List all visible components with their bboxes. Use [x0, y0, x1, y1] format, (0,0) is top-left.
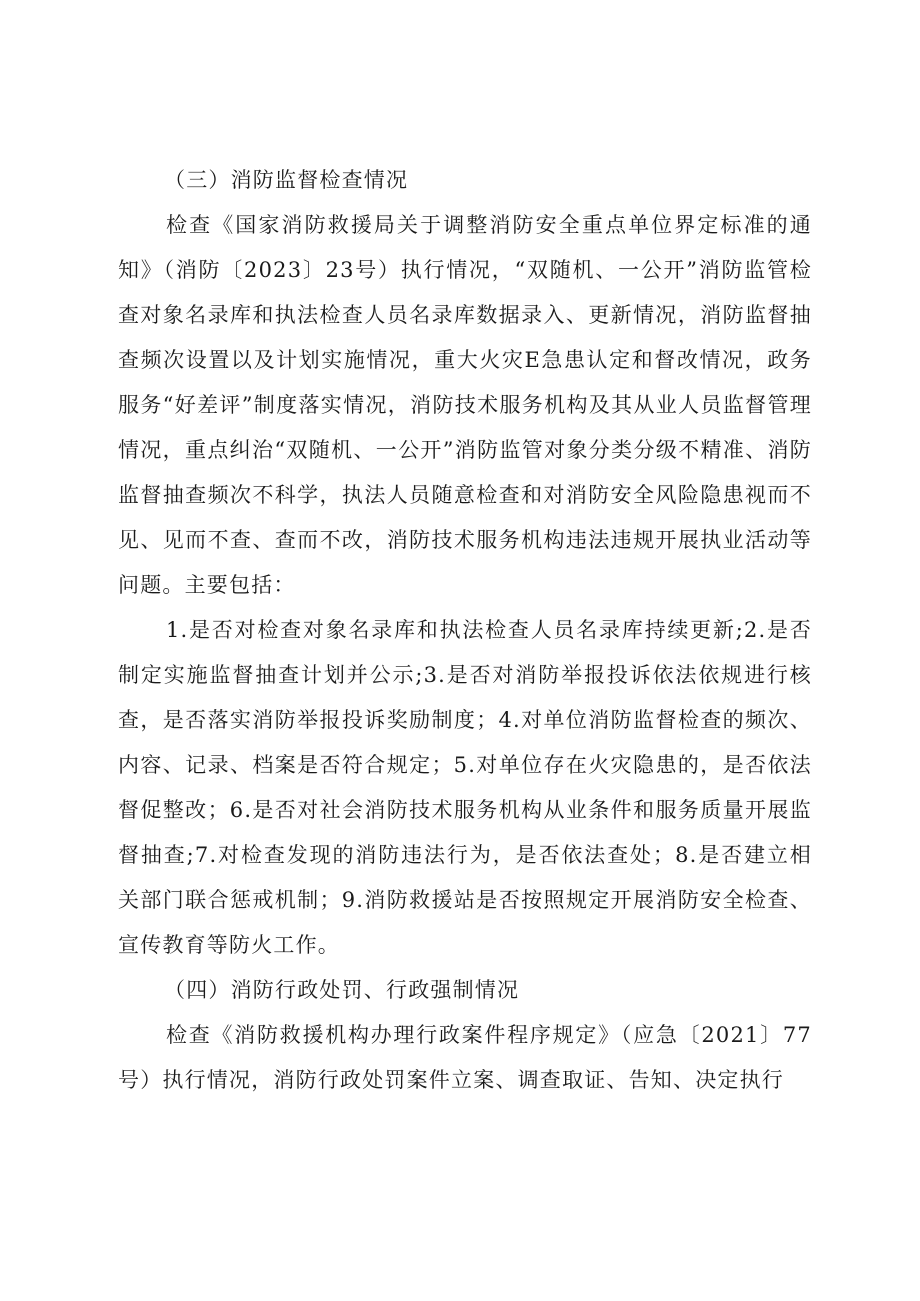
document-body	[118, 158, 812, 1103]
section-3-items-paragraph: 1.是否对检查对象名录库和执法检查人员名录库持续更新;2.是否制定实施监督抽查计划并公示;3.是否对消防举报投诉依法依规进行核查，是否落实消防举报投诉奖励制度；4.对单位消防监督检查的频次、内容、记录、档案是否符合规定；5.对单位存在火灾隐患的，是否依法督促整改；6.是否对社会消防技术服务机构从业条件和服务质量开展监督抽查;7.对检查发现的消防违法行为，是否依法查处；8.是否建立相关部门联合惩戒机制；9.消防救援站是否按照规定开展消防安全检查、宣传教育等防火工作。	[118, 618, 812, 957]
section-3-intro-paragraph: 检查《国家消防救援局关于调整消防安全重点单位界定标准的通知》（消防〔2023〕23号）执行情况，“双随机、一公开”消防监管检查对象名录库和执法检查人员名录库数据录入、更新情况，消防监督抽查频次设置以及计划实施情况，重大火灾E急患认定和督改情况，政务服务“好差评”制度落实情况，消防技术服务机构及其从业人员监督管理情况，重点纠治“双随机、一公开”消防监管对象分类分级不精准、消防监督抽查频次不科学，执法人员随意检查和对消防安全风险隐患视而不见、见而不查、查而不改，消防技术服务机构违法违规开展执业活动等问题。主要包括：	[118, 213, 812, 597]
section-4-heading: （四）消防行政处罚、行政强制情况	[164, 978, 520, 1002]
section-4-intro-paragraph: 检查《消防救援机构办理行政案件程序规定》（应急〔2021〕77号）执行情况，消防行政处罚案件立案、调查取证、告知、决定执行	[118, 1023, 812, 1092]
section-3-heading: （三）消防监督检查情况	[164, 168, 409, 192]
